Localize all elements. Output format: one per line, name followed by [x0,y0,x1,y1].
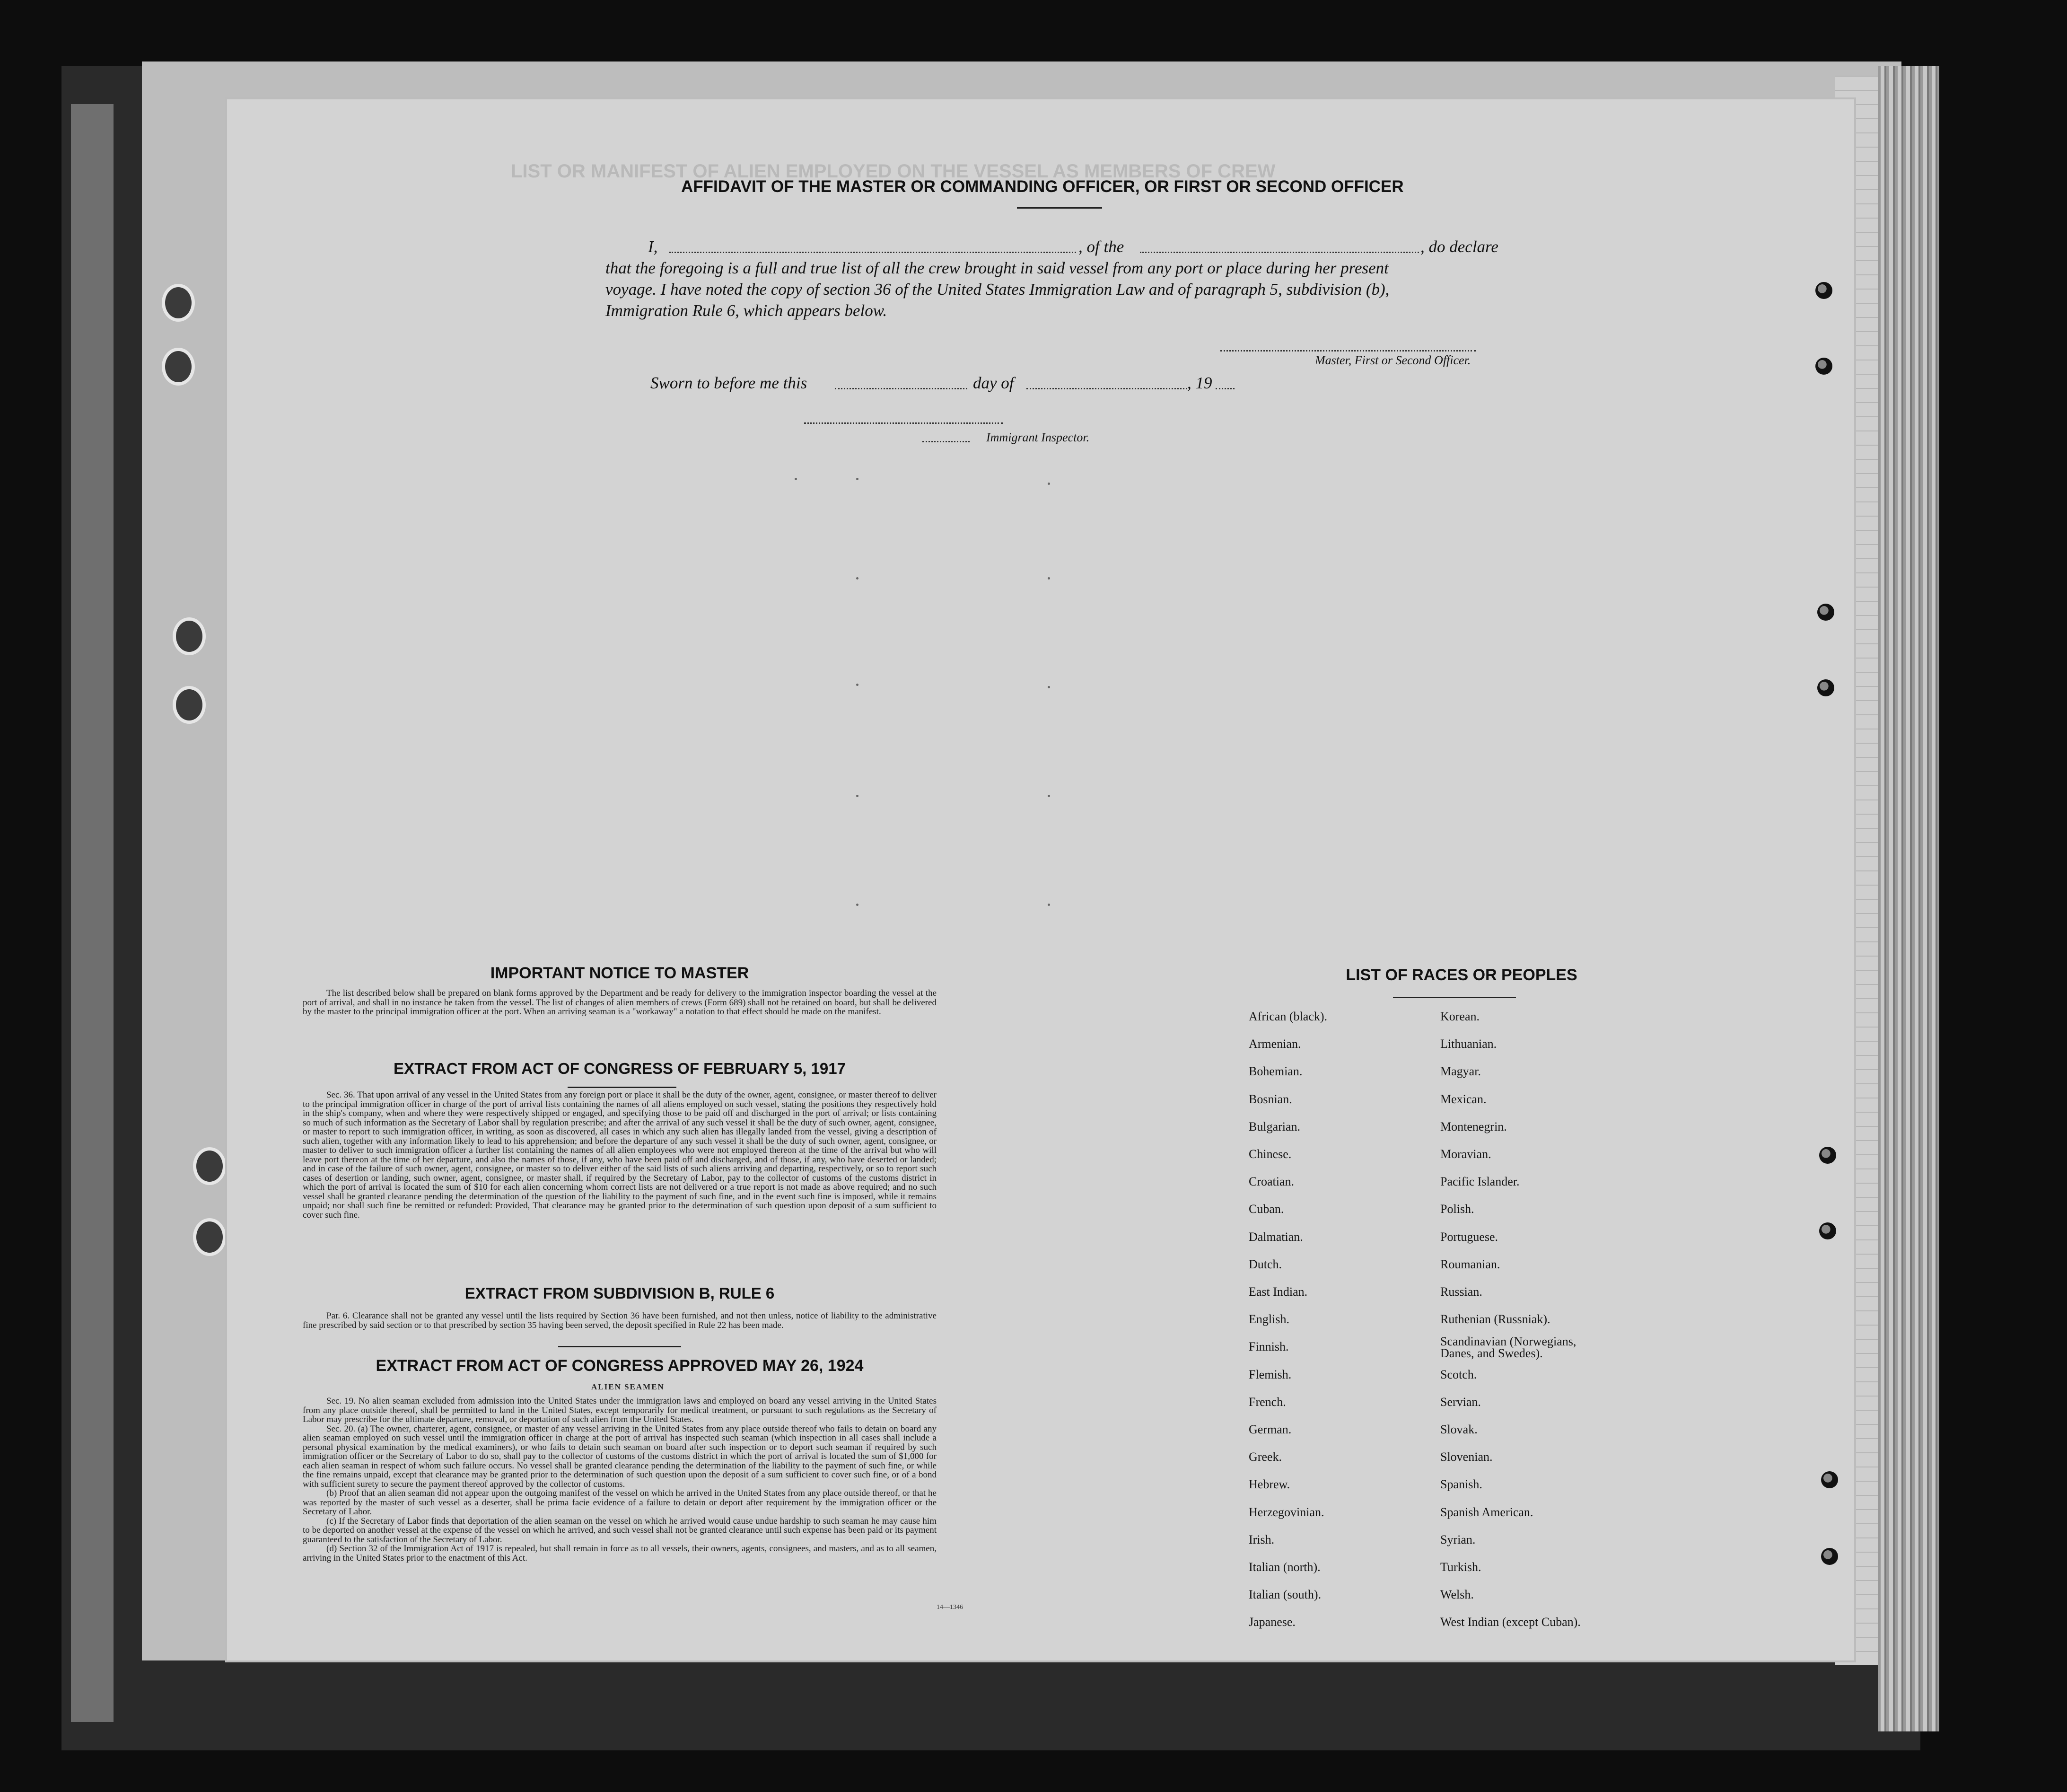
stacked-page-edges [1878,66,1939,1731]
alien-seamen-subtitle: ALIEN SEAMEN [591,1382,665,1391]
extract-1924-title: EXTRACT FROM ACT OF CONGRESS APPROVED MAY 26, 1924 [376,1357,864,1375]
affidavit-of-the: , of the [1078,237,1124,256]
race-item: Armenian. [1249,1037,1301,1051]
extract-rule6-title: EXTRACT FROM SUBDIVISION B, RULE 6 [464,1284,775,1302]
race-item: Bulgarian. [1249,1119,1301,1133]
race-item: Ruthenian (Russniak). [1440,1312,1550,1326]
binder-hole-icon [1815,358,1832,375]
race-item: Slovenian. [1440,1450,1493,1464]
race-item: Italian (south). [1249,1588,1322,1602]
race-item: Bosnian. [1249,1092,1292,1106]
race-item: Japanese. [1249,1615,1296,1629]
sec-36-paragraph: Sec. 36. That upon arrival of any vessel in the United States from any foreign port or place it shall be the duty of the owner, agent, consignee, or master thereof to deliver to the principal immigration officer in charge of the port of arrival lists containing the names of all aliens employed on such vessel, stating the positions they respectively hold in the ship's company, when and where they were respectively shipped or engaged, and specifying those to be paid off and discharged in the port of arrival; or lists containing so much of such information as the Secretary of Labor shall by regulation prescribe; and after the arrival of any such vessel it shall be the duty of such owner, agent, consignee, or master to report to such immigration officer, in writing, as soon as discovered, all cases in which any such alien has illegally landed from the vessel, giving a description of such alien, together with any information likely to lead to his apprehension; and before the departure of any such vessel it shall be the duty of such owner, agent, consignee, or master to deliver to such immigration officer a further list containing the names of all alien employees who were not employed thereon at the time of the arrival but who will leave port thereon at the time of her departure, and also the names of those, if any, who have been paid off and discharged, and of those, if any, who have deserted or landed; and in case of the failure of such owner, agent, consignee, or master so to deliver either of the said lists of such aliens arriving and departing, respectively, or so to report such cases of desertion or landing, such owner, agent, consignee, or master shall, if required by the Secretary of Labor, pay to the collector of customs of the customs district in which the port of arrival is located the sum of $10 for each alien concerning whom correct lists are not delivered or a true report is not made as above required; and no such vessel shall be granted clearance pending the determination of the question of the liability to the payment of such fine, and in the event such fine is imposed, while it remains unpaid; nor shall such fine be remitted or refunded: Provided, That clearance may be granted prior to the determination of such question upon deposit of a sum sufficient to cover such fine. [303,1090,937,1220]
sec-20b-paragraph: (b) Proof that an alien seaman did not appear upon the outgoing manifest of the vessel on which he arrived in the United States from any place outside thereof, or that he was reported by the master of such vessel as a deserter, shall be prima facie evidence of a failure to detain or deport after requirement by the immigration officer or the Secretary of Labor. [303,1488,937,1517]
name-blank-line [669,252,1076,253]
affidavit-line-3: voyage. I have noted the copy of section 36 of the United States Immigration Law and of paragraph 5, subdivision (b), [605,280,1390,299]
binder-hole-icon [162,348,195,386]
year-prefix-label: , 19 [1187,374,1212,392]
race-item: Slovak. [1440,1423,1478,1436]
extract-rule6-text [303,1311,937,1330]
bleed-through-speck [795,478,797,480]
race-item: Montenegrin. [1440,1119,1507,1133]
binder-hole-icon [1817,604,1834,621]
race-item: Turkish. [1440,1560,1481,1574]
binder-hole-icon [1819,1147,1836,1164]
document-page [227,99,1854,1660]
inspector-label: Immigrant Inspector. [986,430,1090,444]
race-item: Flemish. [1249,1367,1292,1381]
extract-1917-title: EXTRACT FROM ACT OF CONGRESS OF FEBRUARY 5, 1917 [394,1060,846,1077]
bleed-through-speck [856,684,858,686]
binder-hole-icon [1821,1548,1838,1565]
races-title-rule [1393,997,1516,998]
affidavit-do-declare: , do declare [1420,237,1498,256]
race-item: French. [1249,1395,1286,1409]
binder-hole-icon [173,686,206,724]
race-item: Polish. [1440,1202,1474,1216]
race-item: Herzegovinian. [1249,1505,1324,1519]
race-item: Pacific Islander. [1440,1175,1520,1189]
par-6-paragraph: Par. 6. Clearance shall not be granted any vessel until the lists required by Section 36 have been furnished, and not then unless, notice of liability to the administrative fine prescribed by said section or to that prescribed by section 35 having been served, the deposit specified in Rule 22 has been made. [303,1311,937,1330]
race-item: Moravian. [1440,1147,1491,1161]
bleed-through-speck [856,904,858,906]
bleed-through-speck [1048,577,1050,580]
race-item: Servian. [1440,1395,1481,1409]
race-item: Scotch. [1440,1367,1477,1381]
bleed-through-speck [1048,904,1050,906]
race-item: Finnish. [1249,1340,1289,1354]
binder-spine [71,104,114,1722]
binder-hole-icon [193,1147,226,1185]
race-item: Croatian. [1249,1175,1295,1189]
sworn-day-line [835,388,967,389]
binder-hole-icon [1815,282,1832,299]
extract-1917-text [303,1090,937,1220]
race-item: Korean. [1440,1010,1480,1023]
race-item: Syrian. [1440,1532,1476,1546]
race-item: Chinese. [1249,1147,1292,1161]
affidavit-i: I, [648,237,658,256]
race-item: Mexican. [1440,1092,1487,1106]
race-item: Welsh. [1440,1588,1474,1602]
race-item: Bohemian. [1249,1064,1303,1079]
bleed-through-speck [856,478,858,480]
affidavit-title: AFFIDAVIT OF THE MASTER OR COMMANDING OFFICER, OR FIRST OR SECOND OFFICER [681,177,1404,196]
race-item: Hebrew. [1249,1477,1290,1492]
bleed-through-speck [1048,686,1050,688]
binder-hole-icon [1817,679,1834,696]
race-item: Italian (north). [1249,1560,1321,1574]
master-label: Master, First or Second Officer. [1315,353,1471,367]
race-item: German. [1249,1423,1292,1436]
affidavit-line-4: Immigration Rule 6, which appears below. [605,301,887,320]
bleed-through-speck [856,577,858,580]
bleed-through-speck [1048,795,1050,797]
sec-20a-paragraph: Sec. 20. (a) The owner, charterer, agent, consignee, or master of any vessel arriving in the United States from any place outside thereof who fails to detain on board any alien seaman employed on such vessel until the immigration officer in charge at the port of arrival has inspected such seaman (which inspection in all cases shall include a personal physical examination by the medical examiners), or who fails to detain such seaman on board after such inspection or to deport such seaman if required by such immigration officer or the Secretary of Labor to do so, shall pay to the collector of customs of the customs district in which the port of arrival is located the sum of $1,000 for each alien seaman in respect of whom such failure occurs. No vessel shall be granted clearance pending the determination of the liability to the payment of such fine, or while the fine remains unpaid, except that clearance may be granted prior to the determination of such question upon the deposit of a sum sufficient to cover such fine, or of a bond with sufficient surety to secure the payment thereof approved by the collector of customs. [303,1423,937,1489]
bleed-through-speck [1048,483,1050,485]
binder-hole-icon [173,617,206,655]
bleed-through-title: LIST OR MANIFEST OF ALIEN EMPLOYED ON THE VESSEL AS MEMBERS OF CREW [511,161,1276,182]
binder-hole-icon [1819,1222,1836,1239]
race-item: East Indian. [1249,1285,1308,1299]
master-signature-line [1220,350,1476,351]
inspector-signature-line [804,422,1003,424]
race-item: Scandinavian (Norwegians, Danes, and Swedes). [1440,1335,1577,1361]
notice-paragraph: The list described below shall be prepared on blank forms approved by the Department and be ready for delivery to the immigration inspector boarding the vessel at the port of arrival, and shall in no instance be taken from the vessel. The list of changes of alien members of crews (Form 689) shall not be retained on board, but shall be delivered by the master to the principal immigration officer at the port. When an arriving seaman is a "workaway" a notation to that effect should be made on the manifest. [303,988,937,1017]
race-item: West Indian (except Cuban). [1440,1615,1581,1629]
races-title: LIST OF RACES OR PEOPLES [1346,966,1577,984]
race-item: Greek. [1249,1450,1282,1464]
extract-rule6-rule [558,1346,681,1347]
inspector-signature-line-2 [922,441,970,442]
sworn-year-line [1216,388,1235,389]
affidavit-line-2: that the foregoing is a full and true list of all the crew brought in said vessel from any port or place during her present [605,259,1389,277]
extract-1917-rule [568,1087,676,1088]
sworn-month-line [1026,388,1187,389]
race-item: Magyar. [1440,1064,1481,1079]
race-item: Cuban. [1249,1202,1284,1216]
sec-19-paragraph: Sec. 19. No alien seaman excluded from admission into the United States under the immigration laws and employed on board any vessel arriving in the United States from any place outside thereof, shall be permitted to land in the United States, except temporarily for medical treatment, or pursuant to such regulations as the Secretary of Labor may prescribe for the ultimate departure, removal, or deportation of such alien from the United States. [303,1396,937,1424]
binder-hole-icon [1821,1471,1838,1488]
race-item: Dalmatian. [1249,1230,1303,1244]
race-item: English. [1249,1312,1289,1326]
race-item: Spanish American. [1440,1505,1533,1519]
race-item: Lithuanian. [1440,1037,1497,1051]
race-item: Spanish. [1440,1477,1482,1492]
notice-title: IMPORTANT NOTICE TO MASTER [490,964,749,982]
sworn-label: Sworn to before me this [650,374,807,392]
race-item: Irish. [1249,1532,1275,1546]
sec-20c-paragraph: (c) If the Secretary of Labor finds that deportation of the alien seaman on the vessel on which he arrived would cause undue hardship to such seaman he may cause him to be deported on another vessel at the expense of the vessel on which he arrived, and such vessel shall not be granted clearance until such expense has been paid or its payment guaranteed to the satisfaction of the Secretary of Labor. [303,1516,937,1545]
vessel-blank-line [1140,252,1419,253]
binder-hole-icon [193,1218,226,1256]
sec-20d-paragraph: (d) Section 32 of the Immigration Act of 1917 is repealed, but shall remain in force as to all vessels, their owners, agents, consignees, and masters, and as to all seamen, arriving in the United States prior to the enactment of this Act. [303,1544,937,1563]
race-item: Portuguese. [1440,1230,1498,1244]
day-of-label: day of [973,374,1014,392]
bleed-through-speck [856,795,858,797]
form-number: 14—1346 [937,1604,963,1611]
extract-1924-text [303,1397,937,1563]
notice-text [303,989,937,1017]
race-item: Russian. [1440,1285,1482,1299]
race-item: Roumanian. [1440,1257,1500,1271]
race-item: African (black). [1249,1010,1328,1023]
race-item: Dutch. [1249,1257,1282,1271]
affidavit-title-rule [1017,207,1102,209]
binder-hole-icon [162,284,195,322]
